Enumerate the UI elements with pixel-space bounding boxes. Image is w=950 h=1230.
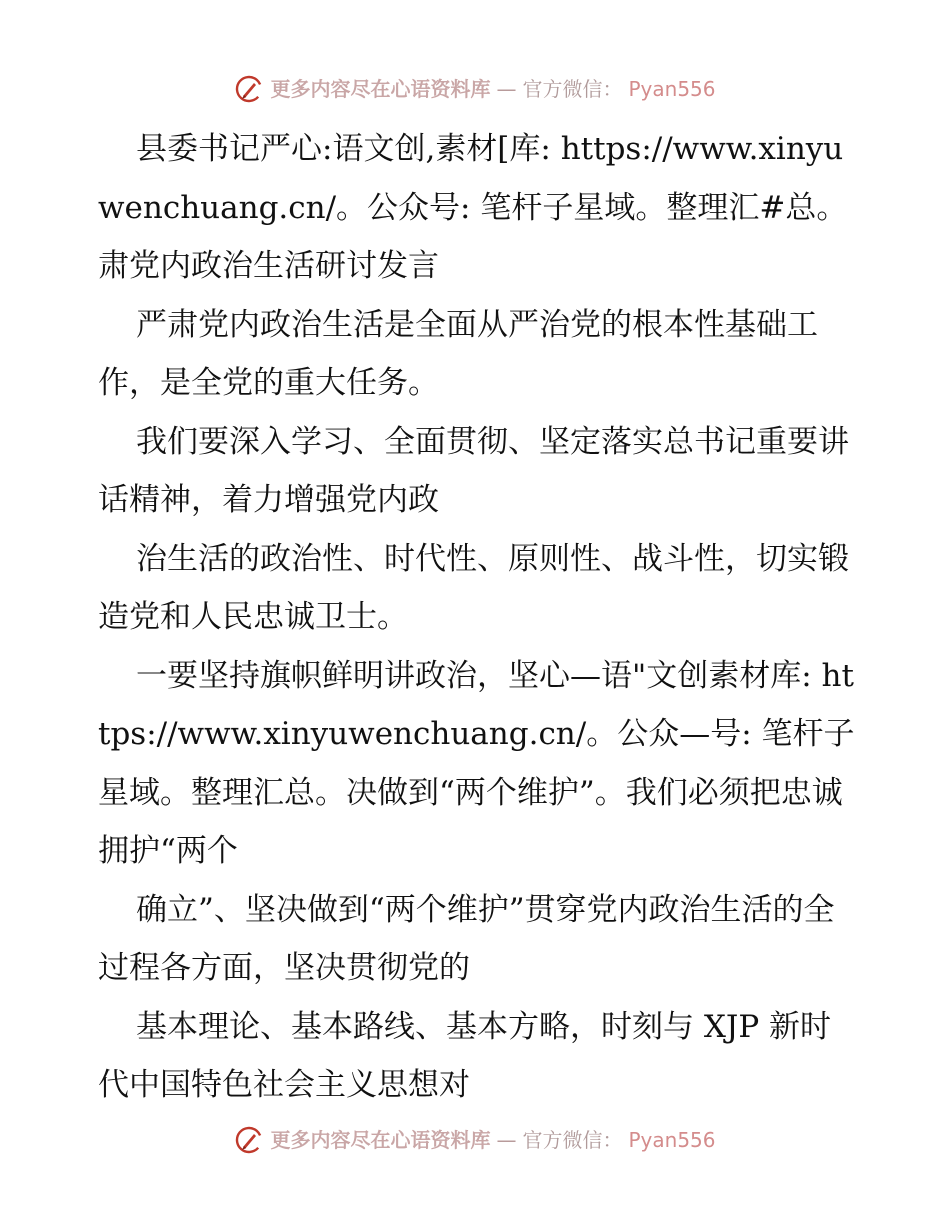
watermark-wechat-id: Pyan556 <box>628 77 716 101</box>
watermark-main-text: 更多内容尽在心语资料库 <box>270 77 491 101</box>
paragraph-title: 县委书记严心:语文创,素材[库: https://www.xinyuwenchuang.cn/。公众号: 笔杆子星域。整理汇#总。肃党内政治生活研讨发言 <box>98 131 848 284</box>
paragraph: 严肃党内政治生活是全面从严治党的根本性基础工作，是全党的重大任务。 <box>98 306 818 401</box>
paragraph: 确立”、坚决做到“两个维护”贯穿党内政治生活的全过程各方面，坚决贯彻党的 <box>98 891 835 986</box>
paragraph: 一要坚持旗帜鲜明讲政治，坚心—语"文创素材库: https://www.xinyuwenchuang.cn/。公众—号: 笔杆子星域。整理汇总。决做到“两个维护”。我们必须把忠诚拥护“两个 <box>98 657 855 869</box>
quill-pen-logo-icon <box>234 74 264 104</box>
watermark-sub-text: 官方微信： <box>522 77 623 101</box>
paragraph: 基本理论、基本路线、基本方略，时刻与 XJP 新时代中国特色社会主义思想对 <box>98 1008 832 1103</box>
header-watermark <box>0 74 950 104</box>
footer-watermark <box>0 1125 950 1155</box>
document-body <box>98 120 858 1115</box>
watermark-main-text: 更多内容尽在心语资料库 <box>270 1128 491 1152</box>
quill-pen-logo-icon <box>234 1125 264 1155</box>
watermark-separator: — <box>496 77 517 101</box>
paragraph: 治生活的政治性、时代性、原则性、战斗性，切实锻造党和人民忠诚卫士。 <box>98 540 849 635</box>
watermark-sub-text: 官方微信： <box>522 1128 623 1152</box>
watermark-separator: — <box>496 1128 517 1152</box>
watermark-wechat-id: Pyan556 <box>628 1128 716 1152</box>
paragraph: 我们要深入学习、全面贯彻、坚定落实总书记重要讲话精神，着力增强党内政 <box>98 423 849 518</box>
